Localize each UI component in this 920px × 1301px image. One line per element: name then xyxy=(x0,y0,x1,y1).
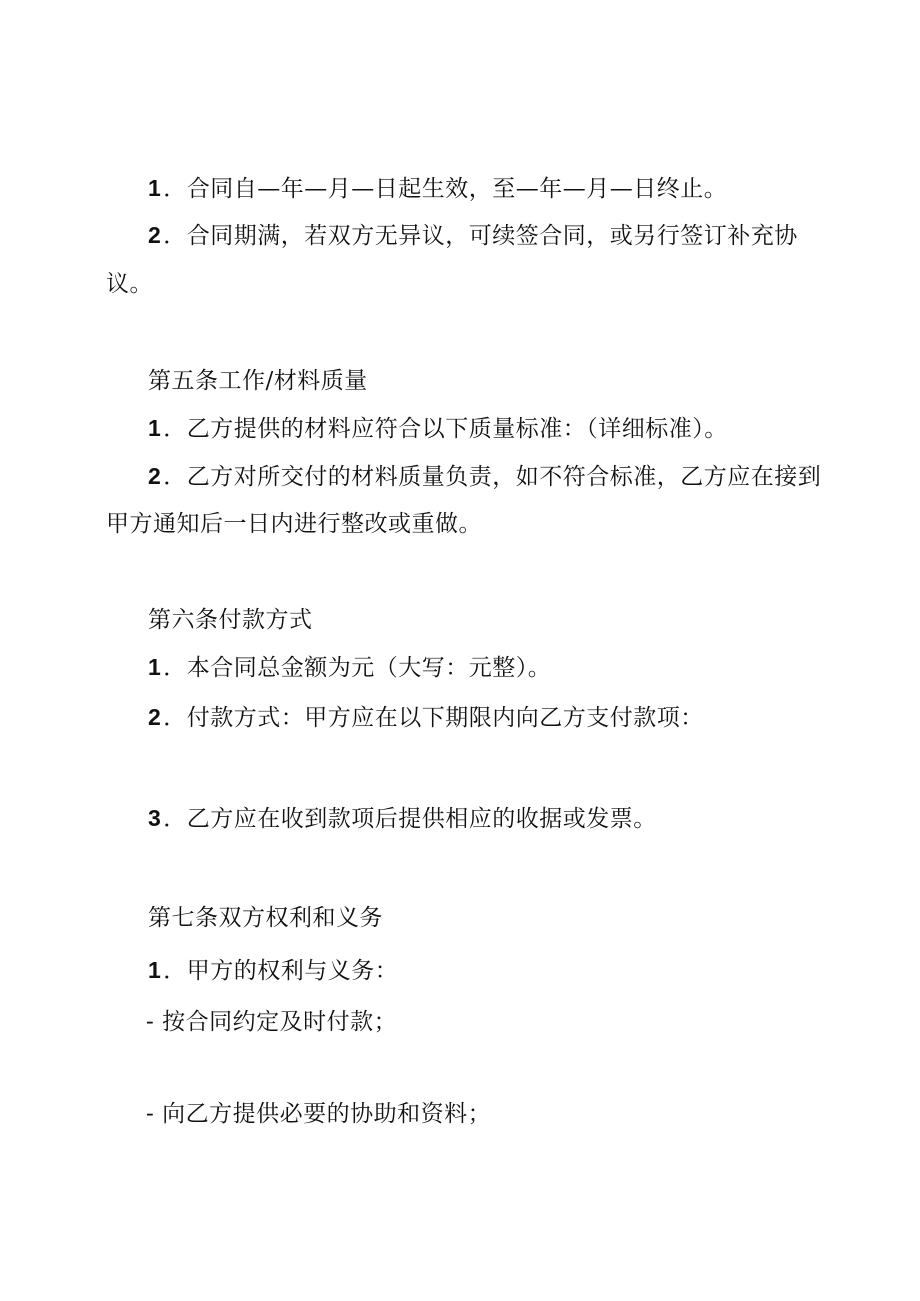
item-text: ．合同期满，若双方无异议，可续签合同，或另行签订补充协 xyxy=(163,223,798,249)
item-text: ．合同自—年—月—日起生效，至—年—月—日终止。 xyxy=(163,176,728,202)
article-7-bullet-1: - 按合同约定及时付款； xyxy=(146,1009,398,1035)
item-text: ．本合同总金额为元（大写：元整）。 xyxy=(163,655,552,681)
article-5-item-2-continuation: 甲方通知后一日内进行整改或重做。 xyxy=(106,511,482,537)
term-item-2-continuation: 议。 xyxy=(106,271,153,297)
item-number: 2 xyxy=(148,222,162,248)
article-6-item-1 xyxy=(148,652,551,683)
article-7-item-1 xyxy=(148,955,398,986)
item-number: 1 xyxy=(148,415,162,441)
article-6-heading: 第六条付款方式 xyxy=(148,607,313,633)
item-text: ．乙方对所交付的材料质量负责，如不符合标准，乙方应在接到 xyxy=(163,464,822,490)
item-text: ．乙方应在收到款项后提供相应的收据或发票。 xyxy=(163,806,657,832)
item-number: 1 xyxy=(148,957,162,983)
item-text: ．付款方式：甲方应在以下期限内向乙方支付款项： xyxy=(163,705,704,731)
term-item-1 xyxy=(148,173,727,204)
article-7-bullet-2: - 向乙方提供必要的协助和资料； xyxy=(146,1101,492,1127)
item-text: ．乙方提供的材料应符合以下质量标准：（详细标准）。 xyxy=(163,416,728,442)
item-number: 3 xyxy=(148,805,162,831)
article-5-item-2 xyxy=(148,461,821,492)
item-number: 2 xyxy=(148,704,162,730)
article-6-item-3 xyxy=(148,803,657,834)
article-6-item-2 xyxy=(148,702,704,733)
item-number: 1 xyxy=(148,654,162,680)
article-7-heading: 第七条双方权利和义务 xyxy=(148,905,383,931)
item-number: 2 xyxy=(148,463,162,489)
term-item-2 xyxy=(148,220,798,251)
item-number: 1 xyxy=(148,175,162,201)
article-5-item-1 xyxy=(148,413,728,444)
article-5-heading: 第五条工作/材料质量 xyxy=(148,368,368,394)
item-text: ．甲方的权利与义务： xyxy=(163,958,399,984)
